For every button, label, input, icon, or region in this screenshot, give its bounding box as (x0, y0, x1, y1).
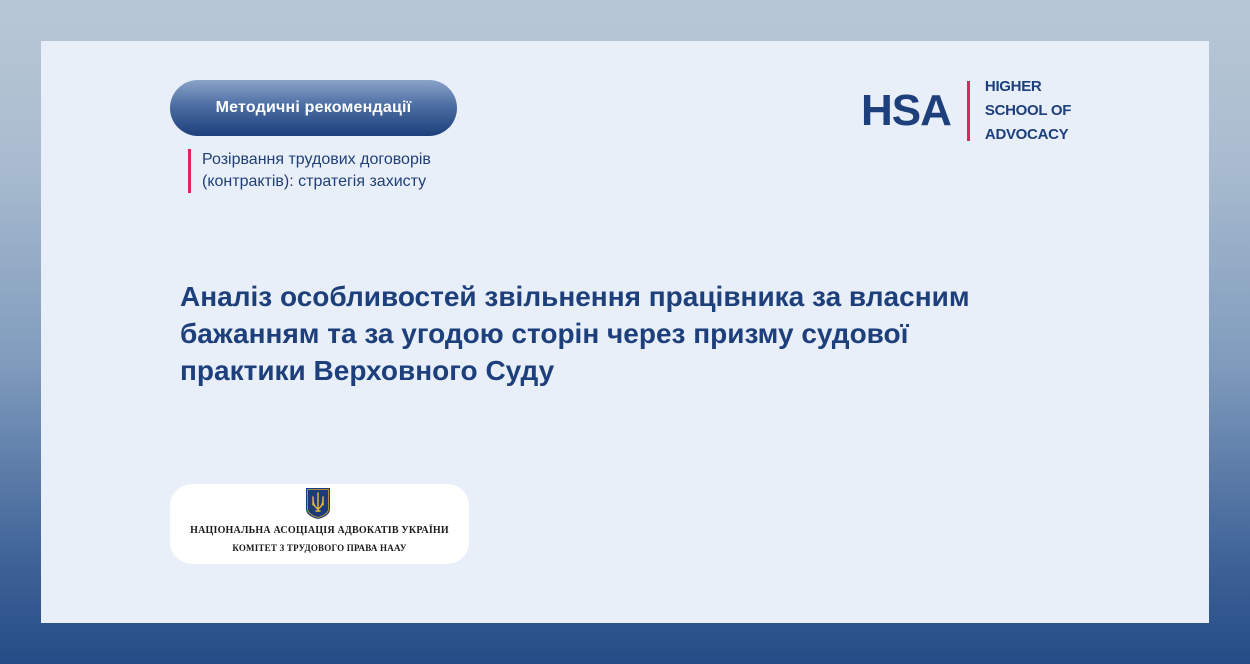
committee-name: КОМІТЕТ З ТРУДОВОГО ПРАВА НААУ (232, 543, 407, 553)
association-logo (170, 484, 469, 564)
hsa-logo (861, 79, 1071, 143)
trident-emblem-icon (304, 487, 332, 520)
association-name: НАЦІОНАЛЬНА АСОЦІАЦІЯ АДВОКАТІВ УКРАЇНИ (190, 525, 449, 536)
hsa-logo-full-name (985, 75, 1071, 147)
category-badge-label: Методичні рекомендації (215, 99, 412, 116)
topic-subtitle (188, 149, 522, 193)
hsa-logo-line-2: SCHOOL OF (984, 102, 1072, 119)
category-badge (170, 80, 457, 136)
hsa-logo-divider (967, 81, 970, 141)
hsa-logo-line-3: ADVOCACY (984, 126, 1069, 143)
hsa-logo-line-1: HIGHER (984, 78, 1042, 95)
banner-card (41, 41, 1209, 623)
topic-subtitle-line-2: (контрактів): стратегія захисту (202, 173, 427, 190)
page-headline: Аналіз особливостей звільнення працівника за власним бажанням та за угодою сторін через призму судової практики Верховного Суду (180, 281, 970, 386)
topic-subtitle-line-1: Розірвання трудових договорів (202, 151, 431, 168)
hsa-logo-abbreviation: HSA (861, 86, 951, 135)
